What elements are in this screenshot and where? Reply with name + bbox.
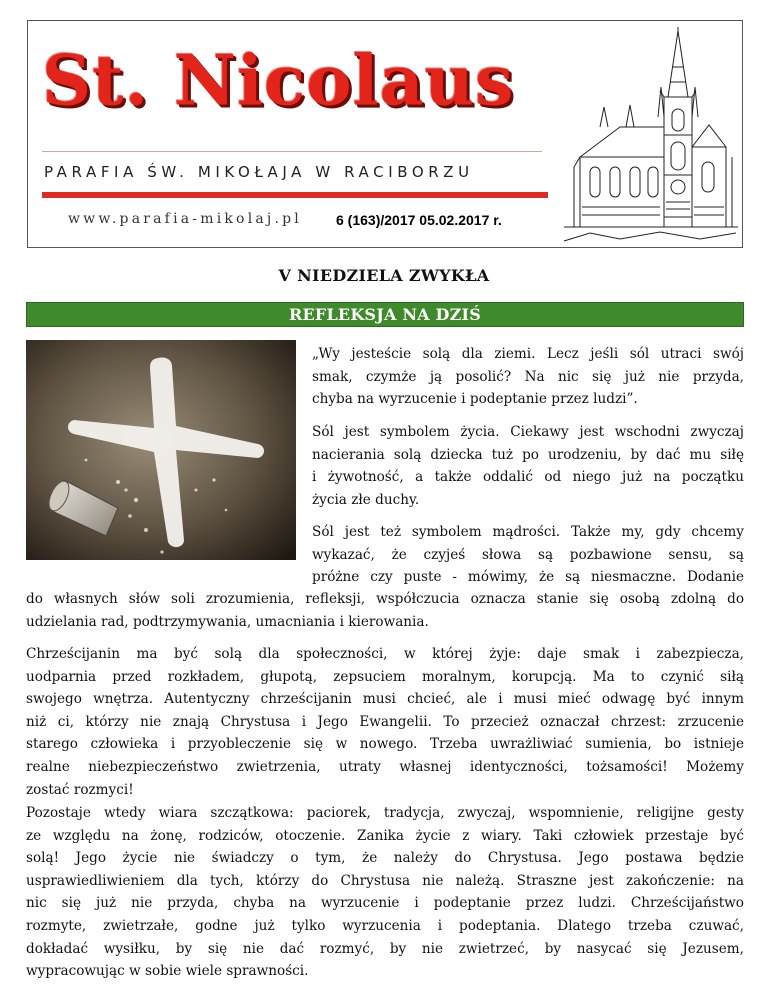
paragraph-life [312, 421, 744, 511]
section-title: REFLEKSJA NA DZIŚ [289, 305, 481, 324]
text-line: Sól jest symbolem życia. Ciekawy jest wschodni zwyczaj [312, 424, 744, 440]
sunday-heading: V NIEDZIELA ZWYKŁA [278, 266, 490, 285]
website-url: www.parafia-mikolaj.pl [68, 211, 302, 227]
text-line: realne niebezpieczeństwo zwietrzenia, utraty własnej identyczności, tożsamości! Możemy [26, 758, 744, 775]
paragraph-wisdom [312, 521, 744, 589]
text-line: smak, czymże ją posolić? Na nic się już nie przyda, [312, 368, 744, 385]
salt-cross-photo [26, 340, 296, 560]
text-line: ze względu na żonę, rodziców, otoczenie. Zanika życie z wiary. Taki człowiek przestaje być [26, 827, 744, 844]
text-line: do własnych słów soli zrozumienia, refleksji, współczucia oznacza stanie się osobą zdolną do [26, 591, 744, 607]
text-line: wypracowując w sobie wiele sprawności. [26, 963, 309, 980]
church-illustration [560, 27, 740, 245]
paragraph-christian [26, 643, 744, 801]
section-bar [26, 302, 744, 327]
text-line: nic się już nie przyda, chyba na wyrzucenie i podeptanie przez ludzi. Chrześcijaństwo [26, 895, 744, 912]
text-line: chyba na wyrzucenie i podeptanie przez ludzi”. [312, 391, 638, 408]
text-line: zostać rozmyci! [26, 781, 134, 798]
quote-paragraph [312, 343, 744, 411]
text-line: nacierania solą dziecka tuż po urodzeniu, by dać mu siłę [312, 446, 744, 463]
text-line: dokładać wysiłku, by się nie dać rozmyć, by nie zwietrzeć, by nasycać się Jezusem, [26, 940, 744, 957]
text-line: Chrześcijanin ma być solą dla społeczności, w której żyje: daje smak i zabezpiecza, [26, 646, 744, 662]
text-line: Pozostaje wtedy wiara szczątkowa: paciorek, tradycja, zwyczaj, wspomnienie, religijne gesty [26, 805, 744, 821]
text-line: solą! Jego życie nie świadczy o tym, że należy do Chrystusa. Jego postawa będzie [26, 850, 744, 867]
text-line: usprawiedliwieniem dla tych, którzy do Chrystusa nie należą. Straszne jest zakończenie: na [26, 872, 744, 889]
text-line: niż ci, którzy nie znają Chrystusa i Jego Ewangelii. To przecież oznaczał chrzest: zrzucenie [26, 713, 744, 730]
text-line: Sól jest też symbolem mądrości. Także my, gdy chcemy [312, 524, 744, 540]
text-line: i żywotność, a także oddalić od niego już na początku [312, 469, 744, 486]
text-line: wykazać, że czyjeś słowa są pozbawione sensu, są [312, 546, 744, 563]
red-divider [42, 192, 548, 198]
text-line: rozmyte, zwietrzałe, godne już tylko wyrzucenia i podeptania. Dlatego trzeba czuwać, [26, 917, 744, 934]
divider [42, 151, 542, 152]
text-line: „Wy jesteście solą dla ziemi. Lecz jeśli sól utraci swój [312, 346, 744, 362]
parish-name: PARAFIA ŚW. MIKOŁAJA W RACIBORZU [44, 163, 474, 181]
newsletter-title: St. Nicolaus [42, 40, 515, 122]
text-line: starego człowieka i przyobleczenie się w nowego. Trzeba uwrażliwiać sumienia, bo istnieje [26, 736, 744, 753]
issue-number-date: 6 (163)/2017 05.02.2017 r. [336, 212, 502, 228]
paragraph-wisdom-cont [26, 588, 744, 633]
text-line: próżne czy puste - mówimy, że są niesmaczne. Dodanie [312, 569, 744, 586]
text-line: życia złe duchy. [312, 491, 420, 508]
paragraph-faith [26, 802, 744, 983]
text-line: uodparnia przed rozkładem, głupotą, zepsuciem moralnym, korupcją. Ma to czynić siłą [26, 668, 744, 685]
text-line: udzielania rad, podtrzymywania, umacniania i kierowania. [26, 613, 429, 630]
masthead [27, 20, 743, 248]
text-line: swojego wnętrza. Autentyczny chrześcijanin musi chcieć, ale i musi mieć odwagę być innym [26, 691, 744, 708]
